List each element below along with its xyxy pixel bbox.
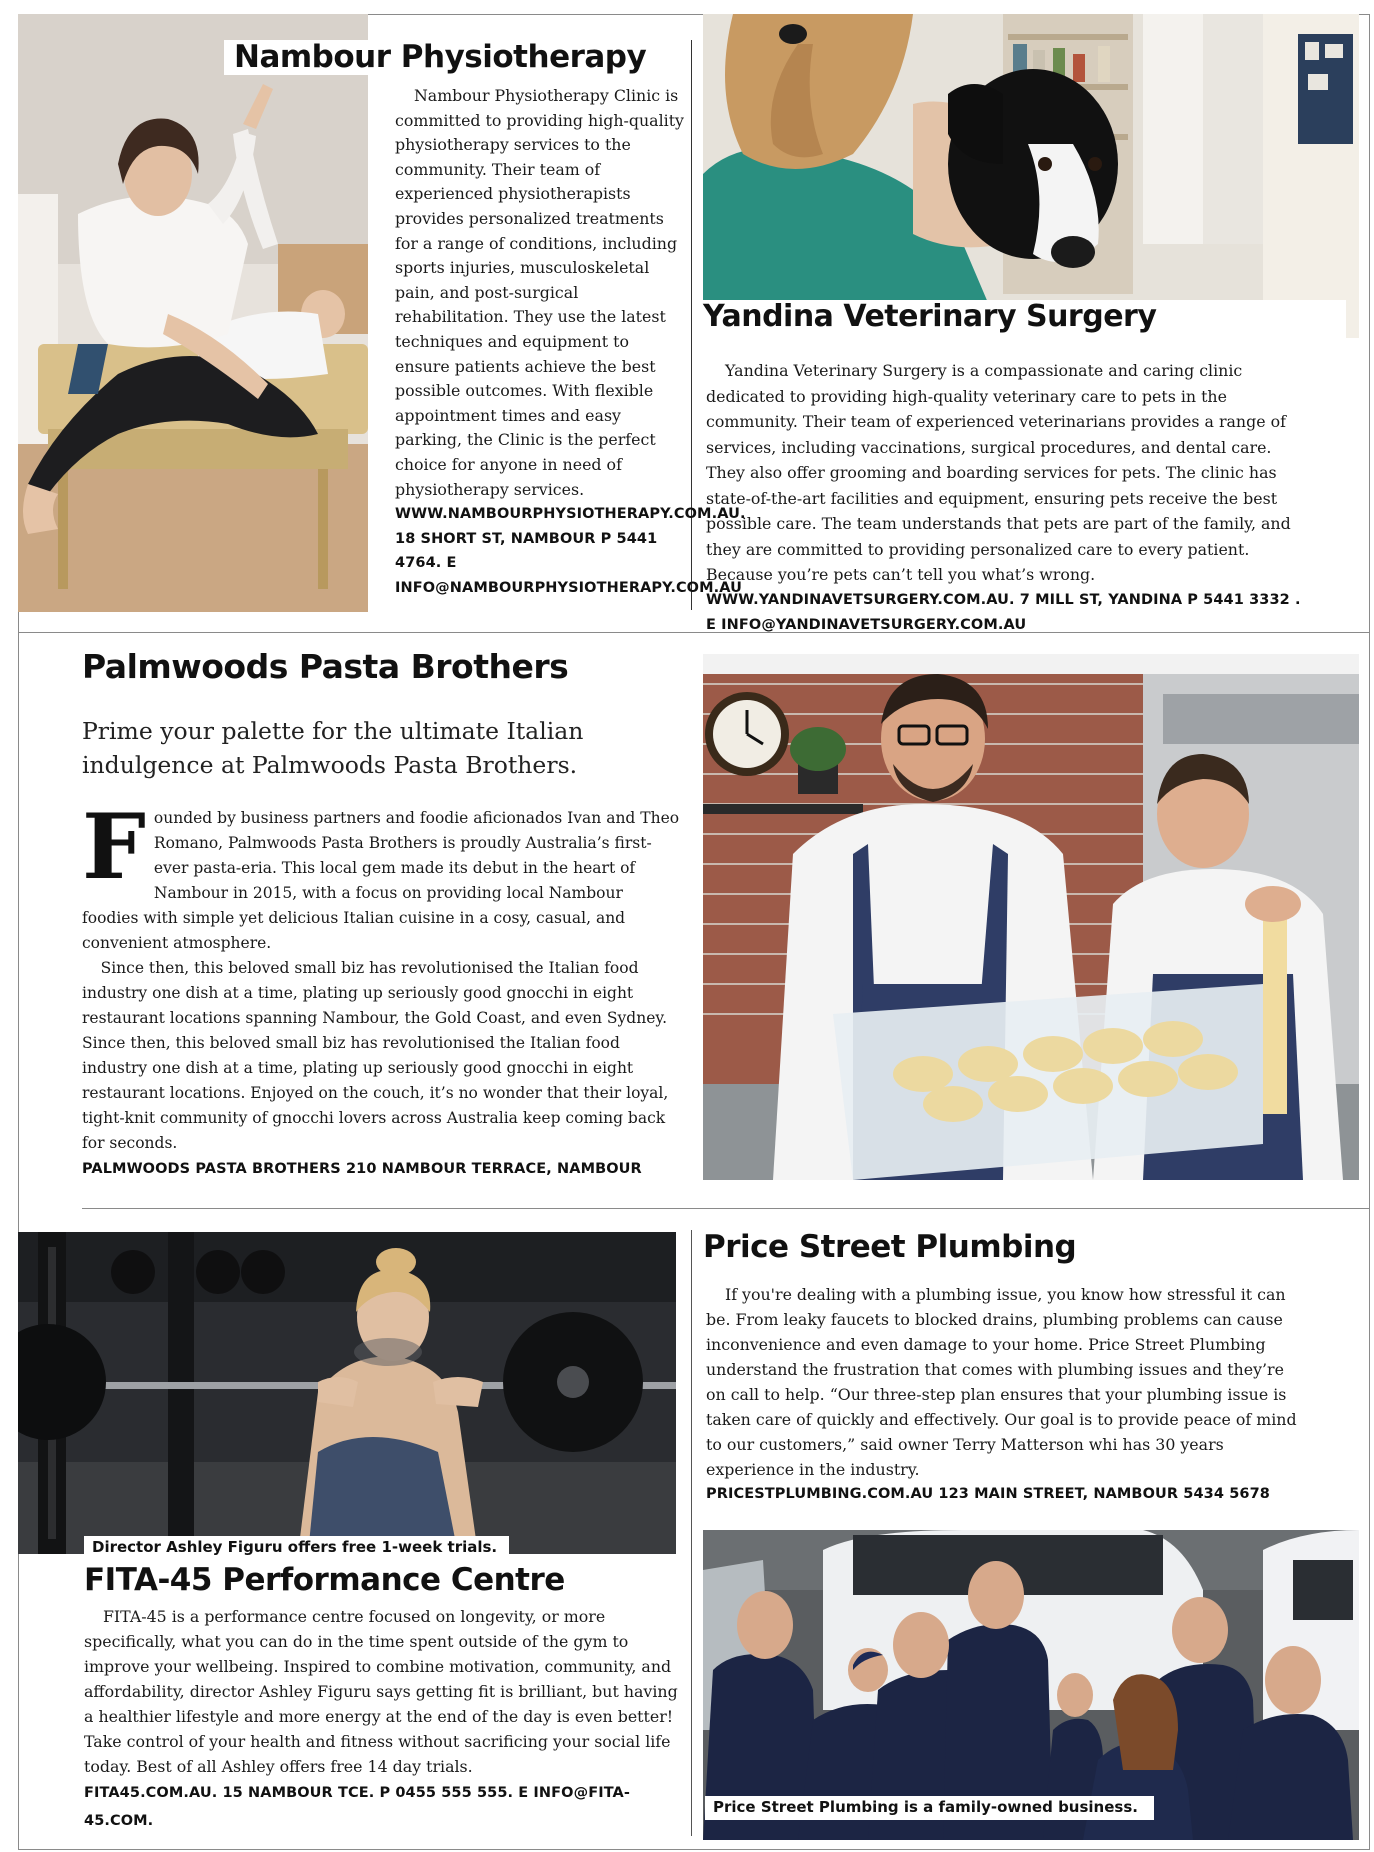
- plumbing-contact: PRICESTPLUMBING.COM.AU 123 MAIN STREET, NAMBOUR 5434 5678: [706, 1486, 1270, 1502]
- plumbing-title: Price Street Plumbing: [703, 1229, 1077, 1265]
- fita-body: FITA-45 is a performance centre focused on longevity, or more specifically, what you can do in the time spent outside of the gym to improve your wellbeing. Inspired to combine motivation, community, and affordability, director Ashley Figuru says getting fit is brilliant, but having a healthier lifestyle and more energy at the end of the day is even better! Take control of your health and fitness without sacrificing your social life today. Best of all Ashley offers free 14 day trials.: [84, 1607, 678, 1776]
- physio-contact: WWW.NAMBOURPHYSIOTHERAPY.COM.AU. 18 SHORT ST, NAMBOUR P 5441 4764. E INFO@NAMBOURPHYSIOTHERAPY.COM.AU: [395, 506, 746, 596]
- physio-photo: [18, 14, 368, 612]
- physio-article: [395, 84, 746, 600]
- plumbing-body: If you're dealing with a plumbing issue, you know how stressful it can be. From leaky faucets to blocked drains, plumbing problems can cause inconvenience and even damage to your home. Price Street Plumbing understand the frustration that comes with plumbing issues and they’re on call to help. “Our three-step plan ensures that your plumbing issue is taken care of quickly and effectively. Our goal is to provide peace of mind to our customers,” said owner Terry Matterson whi has 30 years experience in the industry.: [706, 1285, 1297, 1479]
- pasta-para-2: Since then, this beloved small biz has revolutionised the Italian food industry one dish at a time, plating up seriously good gnocchi in eight restaurant locations spanning Nambour, the Gold Coast, and even Sydney. Since then, this beloved small biz has revolutionised the Italian food industry one dish at a time, plating up seriously good gnocchi in eight restaurant locations. Enjoyed on the couch, it’s no wonder that their loyal, tight-knit community of gnocchi lovers across Australia keep coming back for seconds.: [82, 959, 669, 1152]
- pasta-contact: PALMWOODS PASTA BROTHERS 210 NAMBOUR TERRACE, NAMBOUR: [82, 1161, 642, 1177]
- vet-illustration: [703, 14, 1359, 338]
- plumbing-article: [706, 1282, 1306, 1507]
- plumbing-illustration: [703, 1530, 1359, 1840]
- physio-title: Nambour Physiotherapy: [224, 40, 654, 75]
- fita-photo: [18, 1232, 676, 1554]
- fita-caption: Director Ashley Figuru offers free 1-week trials.: [84, 1536, 509, 1560]
- fita-contact: FITA45.COM.AU. 15 NAMBOUR TCE. P 0455 555 555. E INFO@FITA-45.COM.: [84, 1785, 630, 1829]
- pasta-para-1: ounded by business partners and foodie aficionados Ivan and Theo Romano, Palmwoods Pasta Brothers is proudly Australia’s first- ever pasta-eria. This local gem made its debut in the heart of Nambour in 2015, with a focus on providing local Nambour foodies with simple yet delicious Italian cuisine in a cosy, casual, and convenient atmosphere.: [82, 809, 680, 952]
- pasta-photo: [703, 654, 1359, 1180]
- section-divider-bottom: [82, 1208, 1370, 1209]
- fita-title: FITA-45 Performance Centre: [84, 1562, 565, 1598]
- physio-illustration: [18, 14, 368, 612]
- column-rule-top: [691, 40, 692, 610]
- column-rule-bottom: [691, 1230, 692, 1836]
- fita-article: [84, 1604, 684, 1835]
- vet-title: Yandina Veterinary Surgery: [703, 300, 1346, 340]
- pasta-title: Palmwoods Pasta Brothers: [82, 647, 569, 686]
- pasta-article: [82, 794, 682, 1182]
- plumbing-photo: [703, 1530, 1359, 1840]
- fita-illustration: [18, 1232, 676, 1554]
- pasta-dropcap: F: [82, 794, 146, 900]
- vet-contact: WWW.YANDINAVETSURGERY.COM.AU. 7 MILL ST, YANDINA P 5441 3332 . E INFO@YANDINAVETSURGERY.COM.AU: [706, 591, 1301, 633]
- plumbing-caption: Price Street Plumbing is a family-owned business.: [705, 1796, 1154, 1820]
- pasta-illustration: [703, 654, 1359, 1180]
- vet-body: Yandina Veterinary Surgery is a compassionate and caring clinic dedicated to providing high-quality veterinary care to pets in the community. Their team of experienced veterinarians provides a range of services, including vaccinations, surgical procedures, and dental care. They also offer grooming and boarding services for pets. The clinic has state-of-the-art facilities and equipment, ensuring pets receive the best possible care. The team understands that pets are part of the family, and they are committed to providing personalized care to every patient. Because you’re pets can’t tell you what’s wrong.: [706, 361, 1291, 584]
- vet-article: [706, 358, 1306, 638]
- physio-body: Nambour Physiotherapy Clinic is committed to providing high-quality physiotherapy services to the community. Their team of experienced physiotherapists provides personalized treatments for a range of conditions, including sports injuries, musculoskeletal pain, and post-surgical rehabilitation. They use the latest techniques and equipment to ensure patients achieve the best possible outcomes. With flexible appointment times and easy parking, the Clinic is the perfect choice for anyone in need of physiotherapy services.: [395, 86, 684, 499]
- pasta-lead: Prime your palette for the ultimate Italian indulgence at Palmwoods Pasta Brothers.: [82, 717, 584, 779]
- vet-photo: [703, 14, 1359, 338]
